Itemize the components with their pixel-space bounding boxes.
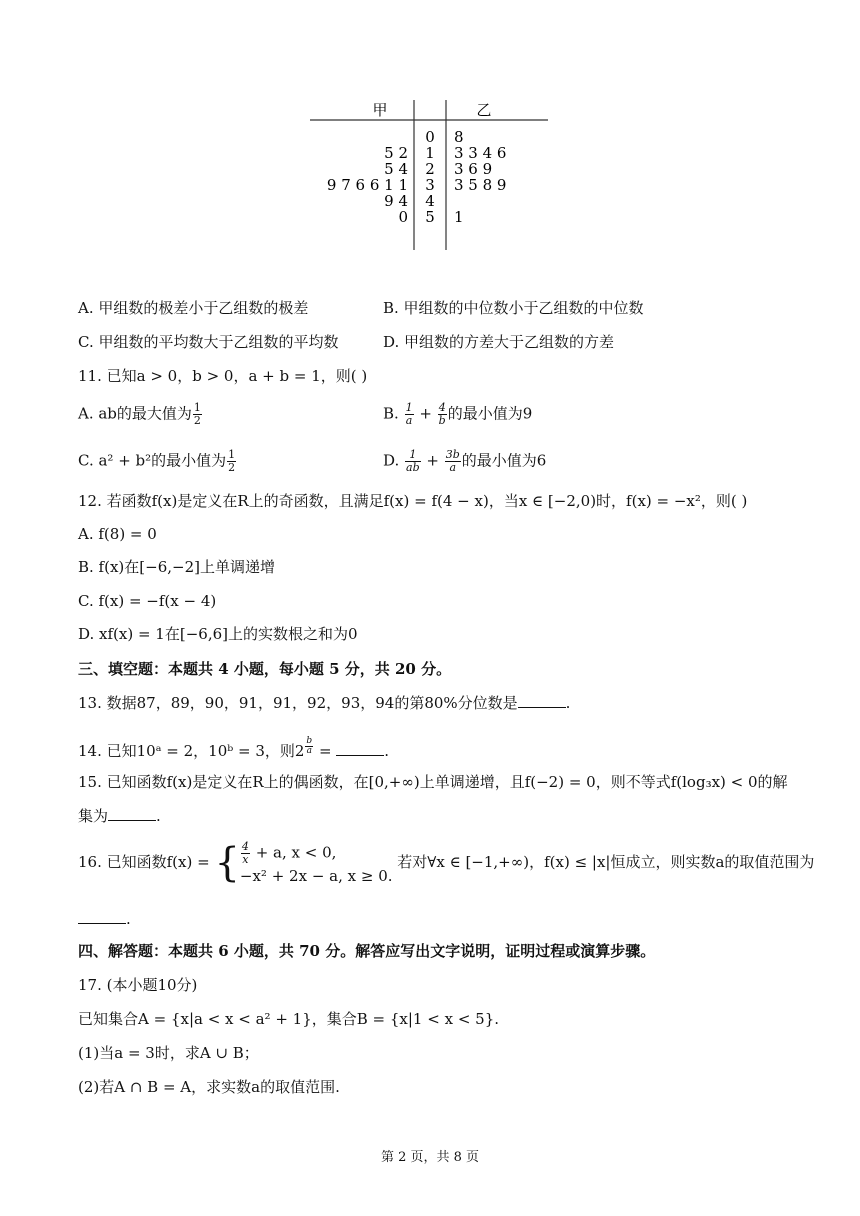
left-header: 甲 [372, 101, 388, 119]
q10-option-a: A. 甲组数的极差小于乙组数的极差 [78, 299, 309, 317]
q10-option-d: D. 甲组数的方差大于乙组数的方差 [383, 333, 615, 351]
q12-option-d: D. xf(x) = 1在[−6,6]上的实数根之和为0 [78, 625, 358, 643]
q17-line2: (1)当a = 3时，求A ∪ B； [78, 1044, 259, 1062]
right-leaves: 3 6 9 [454, 160, 493, 178]
stem: 5 [425, 208, 435, 226]
section-4-heading: 四、解答题：本题共 6 小题，共 70 分。解答应写出文字说明，证明过程或演算步骤。 [78, 942, 656, 960]
q17-line3: (2)若A ∩ B = A，求实数a的取值范围. [78, 1078, 340, 1096]
q12-option-c: C. f(x) = −f(x − 4) [78, 592, 217, 610]
left-leaves: 0 [398, 208, 408, 226]
q13-blank [518, 693, 566, 708]
q13: 13. 数据87，89，90，91，91，92，93，94的第80%分位数是 . [78, 694, 571, 712]
q11-option-a: A. ab的最大值为 $\frac{1}{2}$ [78, 401, 201, 427]
q12-option-b: B. f(x)在[−6,−2]上单调递增 [78, 558, 275, 576]
stem: 4 [425, 192, 435, 210]
q14-blank [336, 741, 384, 756]
q11-option-c: C. a² + b²的最小值为 $\frac{1}{2}$ [78, 448, 236, 474]
q12-option-a: A. f(8) = 0 [78, 525, 157, 543]
q15-blank [108, 806, 156, 821]
q12-stem: 12. 若函数f(x)是定义在R上的奇函数，且满足f(x) = f(4 − x)，当x ∈ [−2,0)时，f(x) = −x²，则( ) [78, 492, 748, 510]
q11-option-d: D. $\frac{1}{ab}$ + $\frac{3b}{a}$ 的最小值为6 [383, 448, 547, 474]
q15-line1: 15. 已知函数f(x)是定义在R上的偶函数，在[0,+∞)上单调递增，且f(−2) = 0，则不等式f(log₃x) < 0的解 [78, 773, 788, 791]
right-leaves: 3 5 8 9 [454, 176, 507, 194]
q16-answer-line: . [78, 908, 131, 930]
stem: 1 [425, 144, 435, 162]
q11-option-b: B. $\frac{1}{a}$ + $\frac{4}{b}$ 的最小值为9 [383, 401, 533, 427]
section-3-heading: 三、填空题：本题共 4 小题，每小题 5 分，共 20 分。 [78, 660, 452, 678]
page-footer: 第 2 页，共 8 页 [380, 1150, 480, 1165]
stem: 0 [425, 128, 435, 146]
left-leaves: 5 2 [384, 144, 408, 162]
q15-line2: 集为 . [78, 807, 161, 825]
left-leaves: 9 7 6 6 1 1 [326, 176, 408, 194]
q11-stem: 11. 已知a > 0，b > 0，a + b = 1，则( ) [78, 367, 368, 385]
left-leaves: 5 4 [384, 160, 408, 178]
right-leaves: 1 [454, 208, 464, 226]
right-leaves: 8 [454, 128, 464, 146]
q16: 16. 已知函数f(x) = { $\frac{4}{x}$ + a, x < 0, −x² + 2x − a, x ≥ 0. 若对∀x ∈ [−1,+∞)，f(x) ≤ |x|恒成立，则实数a的取值范围为 [78, 839, 815, 886]
right-header: 乙 [476, 101, 492, 119]
q17-head: 17. (本小题10分) [78, 976, 198, 994]
q17-line1: 已知集合A = {x|a < x < a² + 1}，集合B = {x|1 < x < 5}. [78, 1010, 500, 1028]
q10-option-b: B. 甲组数的中位数小于乙组数的中位数 [383, 299, 644, 317]
q14: 14. 已知10ᵃ = 2，10ᵇ = 3，则2 $^{\frac{b}{a}}$ = . [78, 736, 390, 760]
right-leaves: 3 3 4 6 [454, 144, 507, 162]
stem: 2 [425, 160, 435, 178]
q16-blank [78, 909, 126, 924]
stem: 3 [425, 176, 435, 194]
q10-option-c: C. 甲组数的平均数大于乙组数的平均数 [78, 333, 339, 351]
left-leaves: 9 4 [384, 192, 408, 210]
